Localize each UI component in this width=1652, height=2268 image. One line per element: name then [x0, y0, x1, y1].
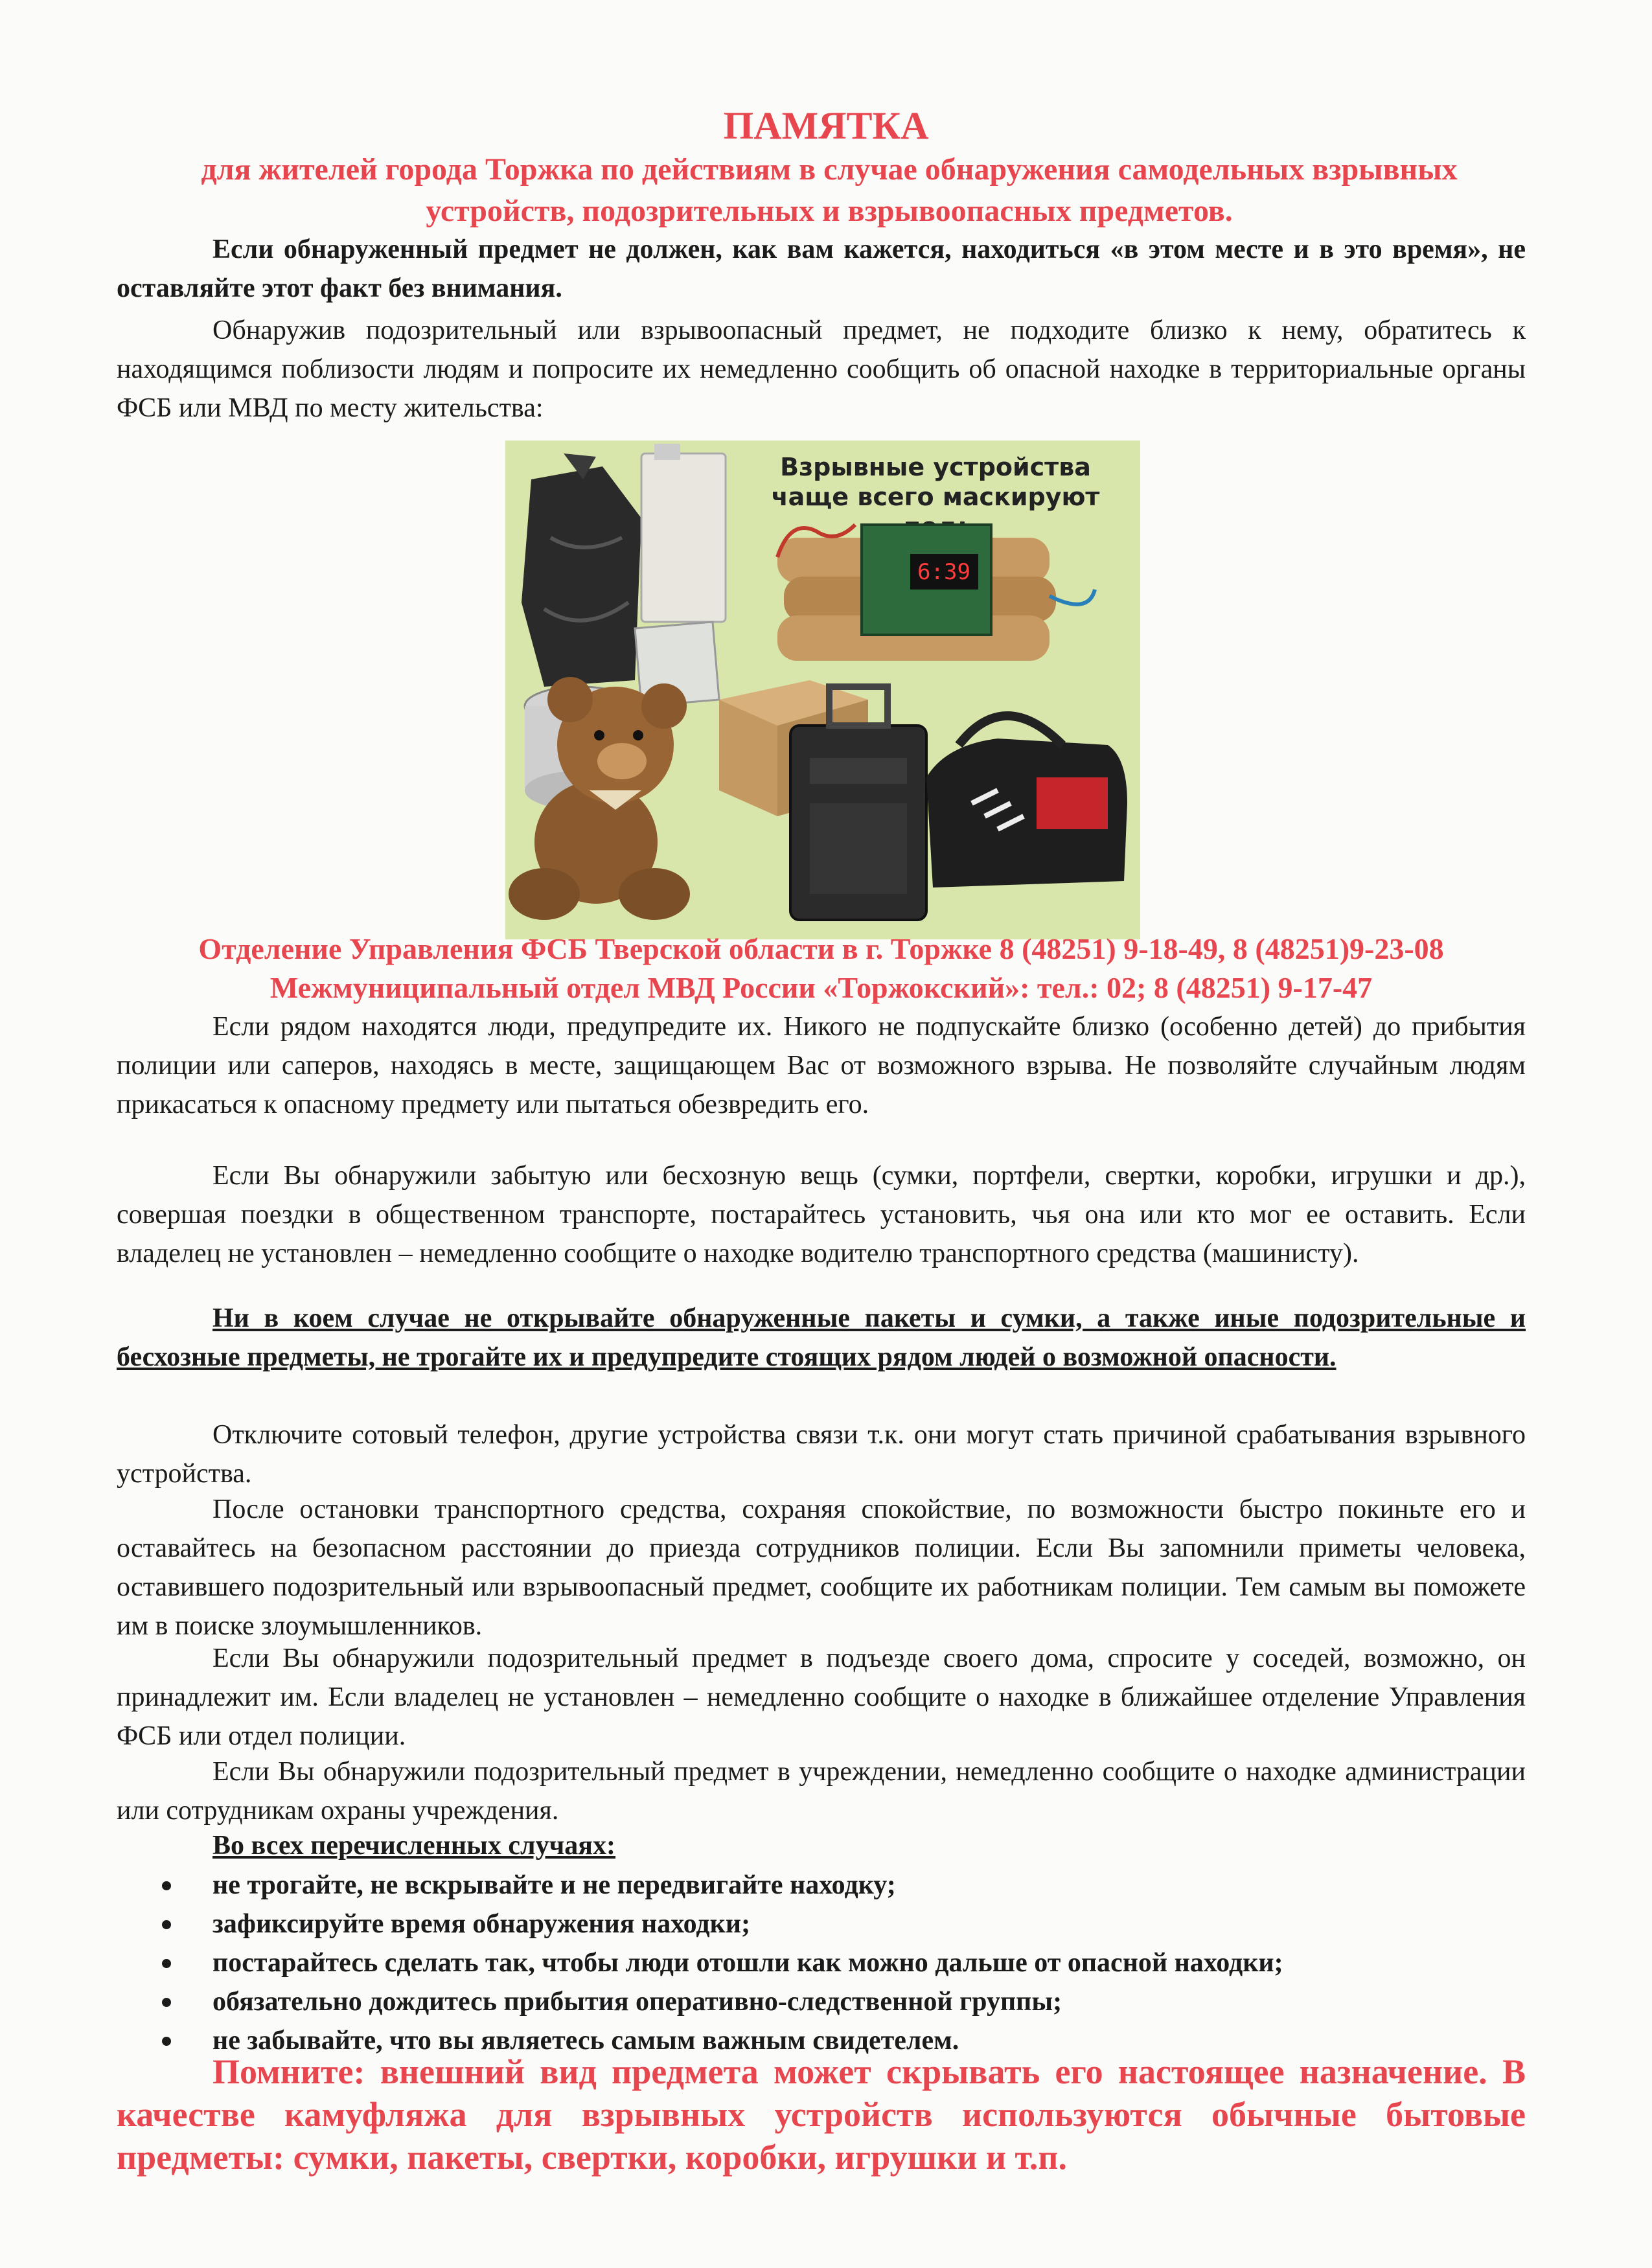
memo-subtitle: для жителей города Торжка по действиям в случае обнаружения самодельных взрывных устройств, подозрительных и взрывоопасных предметов. — [201, 152, 1458, 228]
paragraph-entrance: Если Вы обнаружили подозрительный предмет в подъезде своего дома, спросите у соседей, возможно, он принадлежит им. Если владелец не установлен – немедленно сообщите о находке в ближайшее отделение Управления ФСБ или отдел полиции. — [117, 1644, 1526, 1751]
list-item-text: не забывайте, что вы являетесь самым важным свидетелем. — [212, 2026, 959, 2056]
list-item-text: постарайтесь сделать так, чтобы люди отошли как можно дальше от опасной находки; — [212, 1948, 1283, 1978]
list-item — [155, 1943, 1516, 1982]
bullet-icon — [162, 1959, 171, 1968]
paragraph-after-stop: После остановки транспортного средства, сохраняя спокойствие, по возможности быстро покиньте его и оставайтесь на безопасном расстоянии до приезда сотрудников полиции. Если Вы запомнили приметы человека, оставившего подозрительный или взрывоопасный предмет, сообщите их работникам полиции. Тем самым вы поможете им в поиске злоумышленников. — [117, 1495, 1526, 1641]
list-item-text: не трогайте, не вскрывайте и не передвигайте находку; — [212, 1870, 896, 1900]
sports-bag-icon — [926, 716, 1127, 888]
bullet-icon — [162, 1998, 171, 2007]
intro-paragraph: Обнаружив подозрительный или взрывоопасный предмет, не подходите близко к нему, обратитесь к находящимся поблизости людям и попросите их немедленно сообщить об опасной находке в территориальные органы ФСБ или МВД по месту жительства: — [117, 315, 1526, 423]
paragraph-people: Если рядом находятся люди, предупредите их. Никого не подпускайте близко (особенно детей) до прибытия полиции или саперов, находясь в месте, защищающем Вас от возможного взрыва. Не позволяйте случайным людям прикасаться к опасному предмету или пытаться обезвредить его. — [117, 1012, 1526, 1119]
caption-line-2: чаще всего маскируют — [771, 483, 1100, 511]
disguised-devices-illustration — [505, 441, 1140, 939]
bullet-icon — [162, 1881, 171, 1890]
paragraph-phone: Отключите сотовый телефон, другие устройства связи т.к. они могут стать причиной срабатывания взрывного устройства. — [117, 1420, 1526, 1489]
paragraph-institution: Если Вы обнаружили подозрительный предмет в учреждении, немедленно сообщите о находке администрации или сотрудникам охраны учреждения. — [117, 1757, 1526, 1826]
caption-line-1: Взрывные устройства — [780, 453, 1091, 481]
dynamite-bomb-icon — [777, 525, 1095, 661]
list-heading: Во всех перечисленных случаях: — [212, 1831, 615, 1861]
canister-icon — [641, 444, 726, 622]
instructions-list — [155, 1866, 1516, 2060]
intro-bold-paragraph: Если обнаруженный предмет не должен, как вам кажется, находиться «в этом месте и в это время», не оставляйте этот факт без внимания. — [117, 235, 1526, 303]
bullet-icon — [162, 2037, 171, 2046]
paragraph-transport: Если Вы обнаружили забытую или бесхозную вещь (сумки, портфели, свертки, коробки, игрушки и др.), совершая поездки в общественном транспорте, постарайтесь установить, чья она или кто мог ее оставить. Если владелец не установлен – немедленно сообщите о находке водителю транспортного средства (машинисту). — [117, 1161, 1526, 1268]
list-item — [155, 1905, 1516, 1943]
remember-note: Помните: внешний вид предмета может скрывать его настоящее назначение. В качестве камуфляжа для взрывных устройств используются обычные бытовые предметы: сумки, пакеты, свертки, коробки, игрушки и т.п. — [117, 2052, 1526, 2177]
contact-mvd: Межмуниципальный отдел МВД России «Торжокский»: тел.: 02; 8 (48251) 9-17-47 — [270, 971, 1373, 1004]
list-item — [155, 1982, 1516, 2021]
bullet-icon — [162, 1920, 171, 1929]
trash-bag-icon — [522, 453, 641, 687]
list-item-text: зафиксируйте время обнаружения находки; — [212, 1909, 751, 1939]
memo-title: ПАМЯТКА — [723, 104, 929, 147]
paragraph-warning: Ни в коем случае не открывайте обнаруженные пакеты и сумки, а также иные подозрительные и бесхозные предметы, не трогайте их и предупредите стоящих рядом людей о возможной опасности. — [117, 1303, 1526, 1372]
contact-fsb: Отделение Управления ФСБ Тверской области в г. Торжке 8 (48251) 9-18-49, 8 (48251)9-23-08 — [198, 932, 1444, 965]
bomb-timer-display: 6:39 — [917, 559, 970, 585]
illustration-drawing — [505, 441, 1140, 939]
list-item-text: обязательно дождитесь прибытия оперативно-следственной группы; — [212, 1987, 1062, 2017]
list-item — [155, 1866, 1516, 1905]
